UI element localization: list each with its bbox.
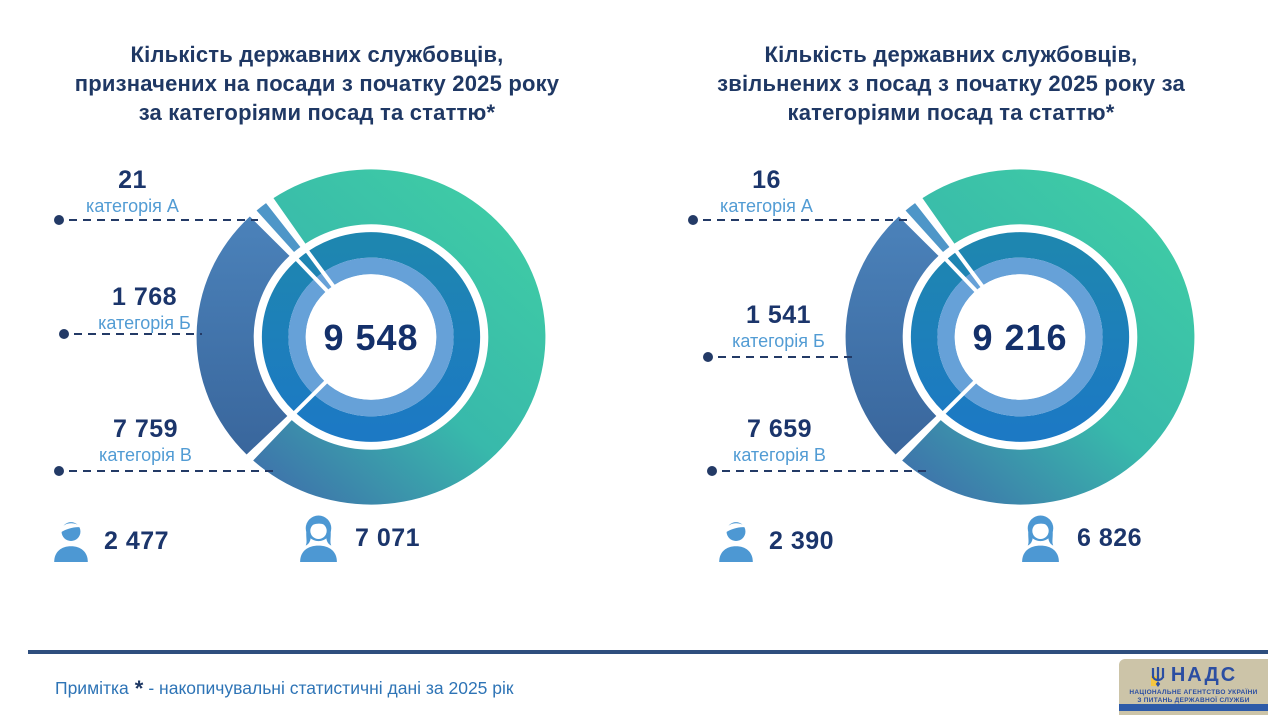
category-v-label: категорія В: [99, 445, 192, 465]
category-a-label: категорія А: [86, 196, 179, 216]
male-stat: [717, 520, 834, 562]
category-a-value: 21: [118, 166, 147, 194]
female-stat: [296, 514, 420, 562]
leader-line-category-v: [55, 470, 278, 472]
male-stat: [52, 520, 169, 562]
category-b-label: категорія Б: [98, 313, 191, 333]
category-v-value: 7 759: [112, 415, 179, 443]
category-a-label: категорія А: [720, 196, 813, 216]
callout-category-a: [674, 166, 859, 217]
chart-appointed: [0, 0, 634, 650]
logo-name: НАДС: [1170, 664, 1238, 686]
female-icon: [296, 514, 341, 562]
category-b-value: 1 541: [745, 301, 812, 329]
category-b-label: категорія Б: [732, 331, 825, 351]
callout-category-v: [48, 415, 243, 466]
male-icon: [52, 520, 90, 562]
callout-category-b: [686, 301, 871, 352]
category-v-value: 7 659: [746, 415, 813, 443]
chart-title: [18, 40, 616, 127]
chart-title-line: призначених на посади з початку 2025 року: [74, 71, 560, 96]
chart-title-line: Кількість державних службовців,: [764, 42, 1138, 67]
category-v-label: категорія В: [733, 445, 826, 465]
chart-title-line: категоріями посад та статтю*: [787, 100, 1115, 125]
callout-category-b: [52, 283, 237, 334]
callout-category-v: [682, 415, 877, 466]
trident-icon: [1150, 665, 1166, 687]
female-count: 6 826: [1077, 523, 1143, 552]
nads-logo: [1119, 659, 1268, 715]
female-icon: [1018, 514, 1063, 562]
footnote-text: - накопичувальні статистичні дані за 2025 рік: [148, 678, 514, 698]
female-count: 7 071: [355, 523, 421, 552]
chart-title-line: Кількість державних службовців,: [130, 42, 504, 67]
asterisk: *: [134, 676, 144, 701]
logo-subtitle: НАЦІОНАЛЬНЕ АГЕНТСТВО УКРАЇНИ З ПИТАНЬ ДЕРЖАВНОЇ СЛУЖБИ: [1129, 689, 1258, 704]
leader-line-category-a: [55, 219, 258, 221]
footnote: [55, 674, 514, 700]
chart-dismissed: [634, 0, 1268, 650]
male-count: 2 477: [104, 526, 170, 555]
chart-title-line: звільнених з посад з початку 2025 року за: [717, 71, 1185, 96]
leader-line-category-b: [704, 356, 854, 358]
callout-category-a: [40, 166, 225, 217]
leader-line-category-a: [689, 219, 907, 221]
logo-strip: [1119, 704, 1268, 711]
donut-total-value: 9 548: [323, 317, 419, 358]
leader-line-category-b: [60, 333, 202, 335]
leader-line-category-v: [708, 470, 926, 472]
chart-title-line: за категоріями посад та статтю*: [138, 100, 496, 125]
male-count: 2 390: [769, 526, 835, 555]
chart-title: [652, 40, 1250, 127]
male-icon: [717, 520, 755, 562]
female-stat: [1018, 514, 1142, 562]
logo-row: [1119, 664, 1268, 687]
footer-divider: [28, 650, 1268, 654]
donut-total-value: 9 216: [972, 317, 1068, 358]
footnote-prefix: Примітка: [55, 678, 129, 698]
category-a-value: 16: [752, 166, 781, 194]
category-b-value: 1 768: [111, 283, 178, 311]
